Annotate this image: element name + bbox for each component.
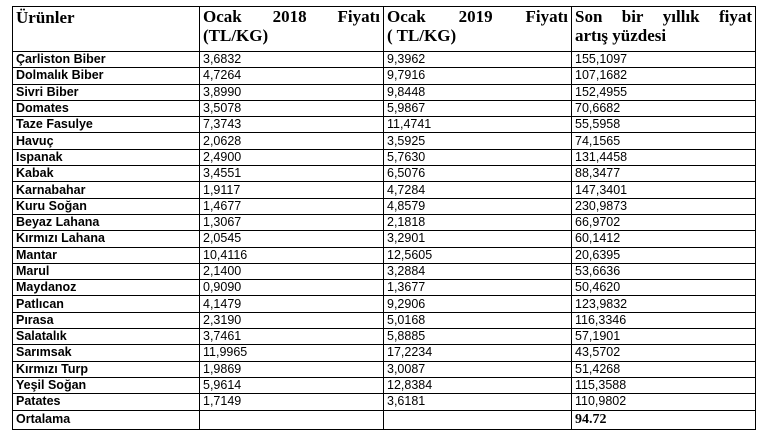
header-word: Ocak (387, 7, 426, 26)
table-row (13, 214, 756, 230)
increase-percent: 55,5958 (572, 117, 756, 133)
price-2018: 3,7461 (200, 329, 384, 345)
increase-percent: 116,3346 (572, 312, 756, 328)
price-2019: 11,4741 (384, 117, 572, 133)
header-jan-2018-unit: (TL/KG) (203, 26, 269, 45)
table-row (13, 68, 756, 84)
table-row (13, 361, 756, 377)
product-name: Kırmızı Lahana (13, 231, 200, 247)
increase-percent: 230,9873 (572, 198, 756, 214)
price-2019: 6,5076 (384, 166, 572, 182)
header-word: Ocak (203, 7, 242, 26)
price-2018: 2,3190 (200, 312, 384, 328)
product-name: Pırasa (13, 312, 200, 328)
price-2018: 2,4900 (200, 149, 384, 165)
price-2019: 4,8579 (384, 198, 572, 214)
increase-percent: 57,1901 (572, 329, 756, 345)
price-2019: 3,0087 (384, 361, 572, 377)
increase-percent: 152,4955 (572, 84, 756, 100)
table-row (13, 133, 756, 149)
increase-percent: 147,3401 (572, 182, 756, 198)
price-2018: 1,9869 (200, 361, 384, 377)
product-name: Sarımsak (13, 345, 200, 361)
price-2019: 9,2906 (384, 296, 572, 312)
header-word: Fiyatı (525, 7, 568, 26)
increase-percent: 20,6395 (572, 247, 756, 263)
price-2018: 1,4677 (200, 198, 384, 214)
price-2018: 11,9965 (200, 345, 384, 361)
product-name: Sivri Biber (13, 84, 200, 100)
product-name: Salatalık (13, 329, 200, 345)
price-2018: 3,6832 (200, 52, 384, 68)
price-2018: 3,4551 (200, 166, 384, 182)
increase-percent: 74,1565 (572, 133, 756, 149)
product-name: Çarliston Biber (13, 52, 200, 68)
price-2019: 3,6181 (384, 394, 572, 410)
increase-percent: 70,6682 (572, 100, 756, 116)
price-2019: 9,3962 (384, 52, 572, 68)
increase-percent: 50,4620 (572, 280, 756, 296)
header-products-label: Ürünler (16, 8, 75, 27)
price-2019: 5,9867 (384, 100, 572, 116)
average-price-2018 (200, 410, 384, 429)
increase-percent: 60,1412 (572, 231, 756, 247)
increase-percent: 115,3588 (572, 377, 756, 393)
table-row (13, 198, 756, 214)
average-increase-percent: 94.72 (572, 410, 756, 429)
price-2019: 3,5925 (384, 133, 572, 149)
product-name: Kırmızı Turp (13, 361, 200, 377)
product-name: Maydanoz (13, 280, 200, 296)
header-increase-line1 (575, 7, 752, 26)
product-name: Dolmalık Biber (13, 68, 200, 84)
header-word: Son (575, 7, 603, 26)
table-row (13, 52, 756, 68)
price-2019: 12,5605 (384, 247, 572, 263)
table-row (13, 394, 756, 410)
price-2019: 17,2234 (384, 345, 572, 361)
price-2018: 3,5078 (200, 100, 384, 116)
price-2019: 2,1818 (384, 214, 572, 230)
table-row (13, 100, 756, 116)
price-2018: 1,7149 (200, 394, 384, 410)
average-price-2019 (384, 410, 572, 429)
table-row (13, 247, 756, 263)
table-row (13, 231, 756, 247)
table-row (13, 263, 756, 279)
price-2018: 4,7264 (200, 68, 384, 84)
price-2019: 12,8384 (384, 377, 572, 393)
price-2019: 5,0168 (384, 312, 572, 328)
price-2019: 3,2901 (384, 231, 572, 247)
header-jan-2019-price (384, 7, 572, 52)
table-body (13, 52, 756, 430)
product-name: Marul (13, 263, 200, 279)
price-2018: 7,3743 (200, 117, 384, 133)
increase-percent: 43,5702 (572, 345, 756, 361)
price-2018: 10,4116 (200, 247, 384, 263)
increase-percent: 66,9702 (572, 214, 756, 230)
increase-percent: 155,1097 (572, 52, 756, 68)
header-word: yıllık (662, 7, 700, 26)
header-row (13, 7, 756, 52)
header-jan-2018-price (200, 7, 384, 52)
product-name: Havuç (13, 133, 200, 149)
table-row (13, 182, 756, 198)
product-name: Kuru Soğan (13, 198, 200, 214)
price-2018: 1,3067 (200, 214, 384, 230)
increase-percent: 131,4458 (572, 149, 756, 165)
header-word: bir (621, 7, 644, 26)
price-2019: 5,8885 (384, 329, 572, 345)
increase-percent: 123,9832 (572, 296, 756, 312)
table-row (13, 166, 756, 182)
price-2018: 5,9614 (200, 377, 384, 393)
table-row (13, 117, 756, 133)
header-jan-2018-line1 (203, 7, 380, 26)
price-2019: 5,7630 (384, 149, 572, 165)
table-row (13, 280, 756, 296)
vegetable-price-table (12, 6, 756, 430)
price-2019: 9,8448 (384, 84, 572, 100)
product-name: Beyaz Lahana (13, 214, 200, 230)
increase-percent: 110,9802 (572, 394, 756, 410)
product-name: Patlıcan (13, 296, 200, 312)
table-row (13, 345, 756, 361)
price-2019: 1,3677 (384, 280, 572, 296)
price-2019: 3,2884 (384, 263, 572, 279)
table-row (13, 296, 756, 312)
product-name: Karnabahar (13, 182, 200, 198)
header-word: Fiyatı (337, 7, 380, 26)
header-word: fiyat (718, 7, 752, 26)
price-2018: 0,9090 (200, 280, 384, 296)
increase-percent: 51,4268 (572, 361, 756, 377)
price-2019: 4,7284 (384, 182, 572, 198)
average-label: Ortalama (13, 410, 200, 429)
price-2018: 2,0545 (200, 231, 384, 247)
table-header (13, 7, 756, 52)
header-word: 2018 (272, 7, 307, 26)
header-jan-2019-unit: ( TL/KG) (387, 26, 457, 45)
table-row (13, 84, 756, 100)
price-2018: 2,1400 (200, 263, 384, 279)
header-word: 2019 (458, 7, 493, 26)
price-2018: 3,8990 (200, 84, 384, 100)
table-row (13, 377, 756, 393)
product-name: Ispanak (13, 149, 200, 165)
table-row (13, 312, 756, 328)
header-increase-line2: artış yüzdesi (575, 26, 667, 45)
table-row (13, 149, 756, 165)
header-yearly-increase (572, 7, 756, 52)
increase-percent: 88,3477 (572, 166, 756, 182)
increase-percent: 107,1682 (572, 68, 756, 84)
product-name: Taze Fasulye (13, 117, 200, 133)
product-name: Yeşil Soğan (13, 377, 200, 393)
product-name: Domates (13, 100, 200, 116)
increase-percent: 53,6636 (572, 263, 756, 279)
product-name: Kabak (13, 166, 200, 182)
price-2018: 2,0628 (200, 133, 384, 149)
price-2019: 9,7916 (384, 68, 572, 84)
price-2018: 1,9117 (200, 182, 384, 198)
table-row (13, 329, 756, 345)
average-row (13, 410, 756, 429)
product-name: Mantar (13, 247, 200, 263)
price-2018: 4,1479 (200, 296, 384, 312)
header-jan-2019-line1 (387, 7, 568, 26)
header-products (13, 7, 200, 52)
product-name: Patates (13, 394, 200, 410)
